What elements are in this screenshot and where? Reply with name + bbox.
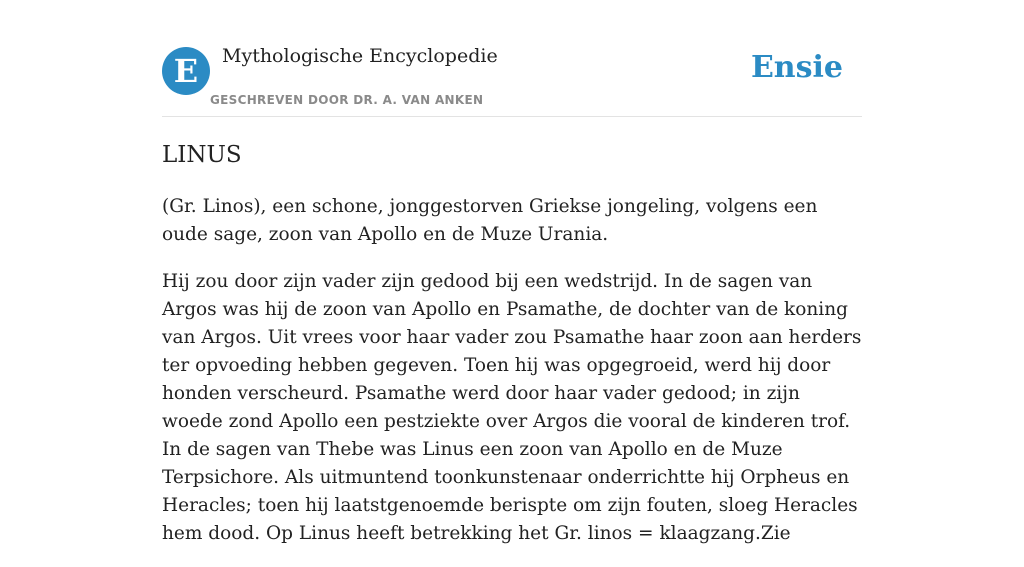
article-title: LINUS <box>162 142 242 168</box>
site-header <box>162 0 862 117</box>
article-paragraph-2: Hij zou door zijn vader zijn gedood bij een wedstrijd. In de sagen van Argos was hij de zoon van Apollo en Psamathe, de dochter van de koning van Argos. Uit vrees voor haar vader zou Psamathe haar zoon aan herders ter opvoeding hebben gegeven. Toen hij was opgegroeid, werd hij door honden verscheurd. Psamathe werd door haar vader gedood; in zijn woede zond Apollo een pestziekte over Argos die vooral de kinderen trof. In de sagen van Thebe was Linus een zoon van Apollo en de Muze Terpsichore. Als uitmuntend toonkunstenaar onderrichtte hij Orpheus en Heracles; toen hij laatstgenoemde berispte om zijn fouten, sloeg Heracles hem dood. Op Linus heeft betrekking het Gr. linos = klaagzang.Zie <box>162 271 862 544</box>
ensie-logo-badge[interactable]: E <box>162 47 210 95</box>
encyclopedia-title[interactable]: Mythologische Encyclopedie <box>222 45 498 67</box>
article <box>162 138 862 567</box>
author-byline: GESCHREVEN DOOR DR. A. VAN ANKEN <box>210 93 484 107</box>
article-paragraph-1: (Gr. Linos), een schone, jonggestorven Griekse jongeling, volgens een oude sage, zoon van Apollo en de Muze Urania. <box>162 196 818 245</box>
ensie-brand-logo[interactable]: Ensie <box>750 50 843 85</box>
